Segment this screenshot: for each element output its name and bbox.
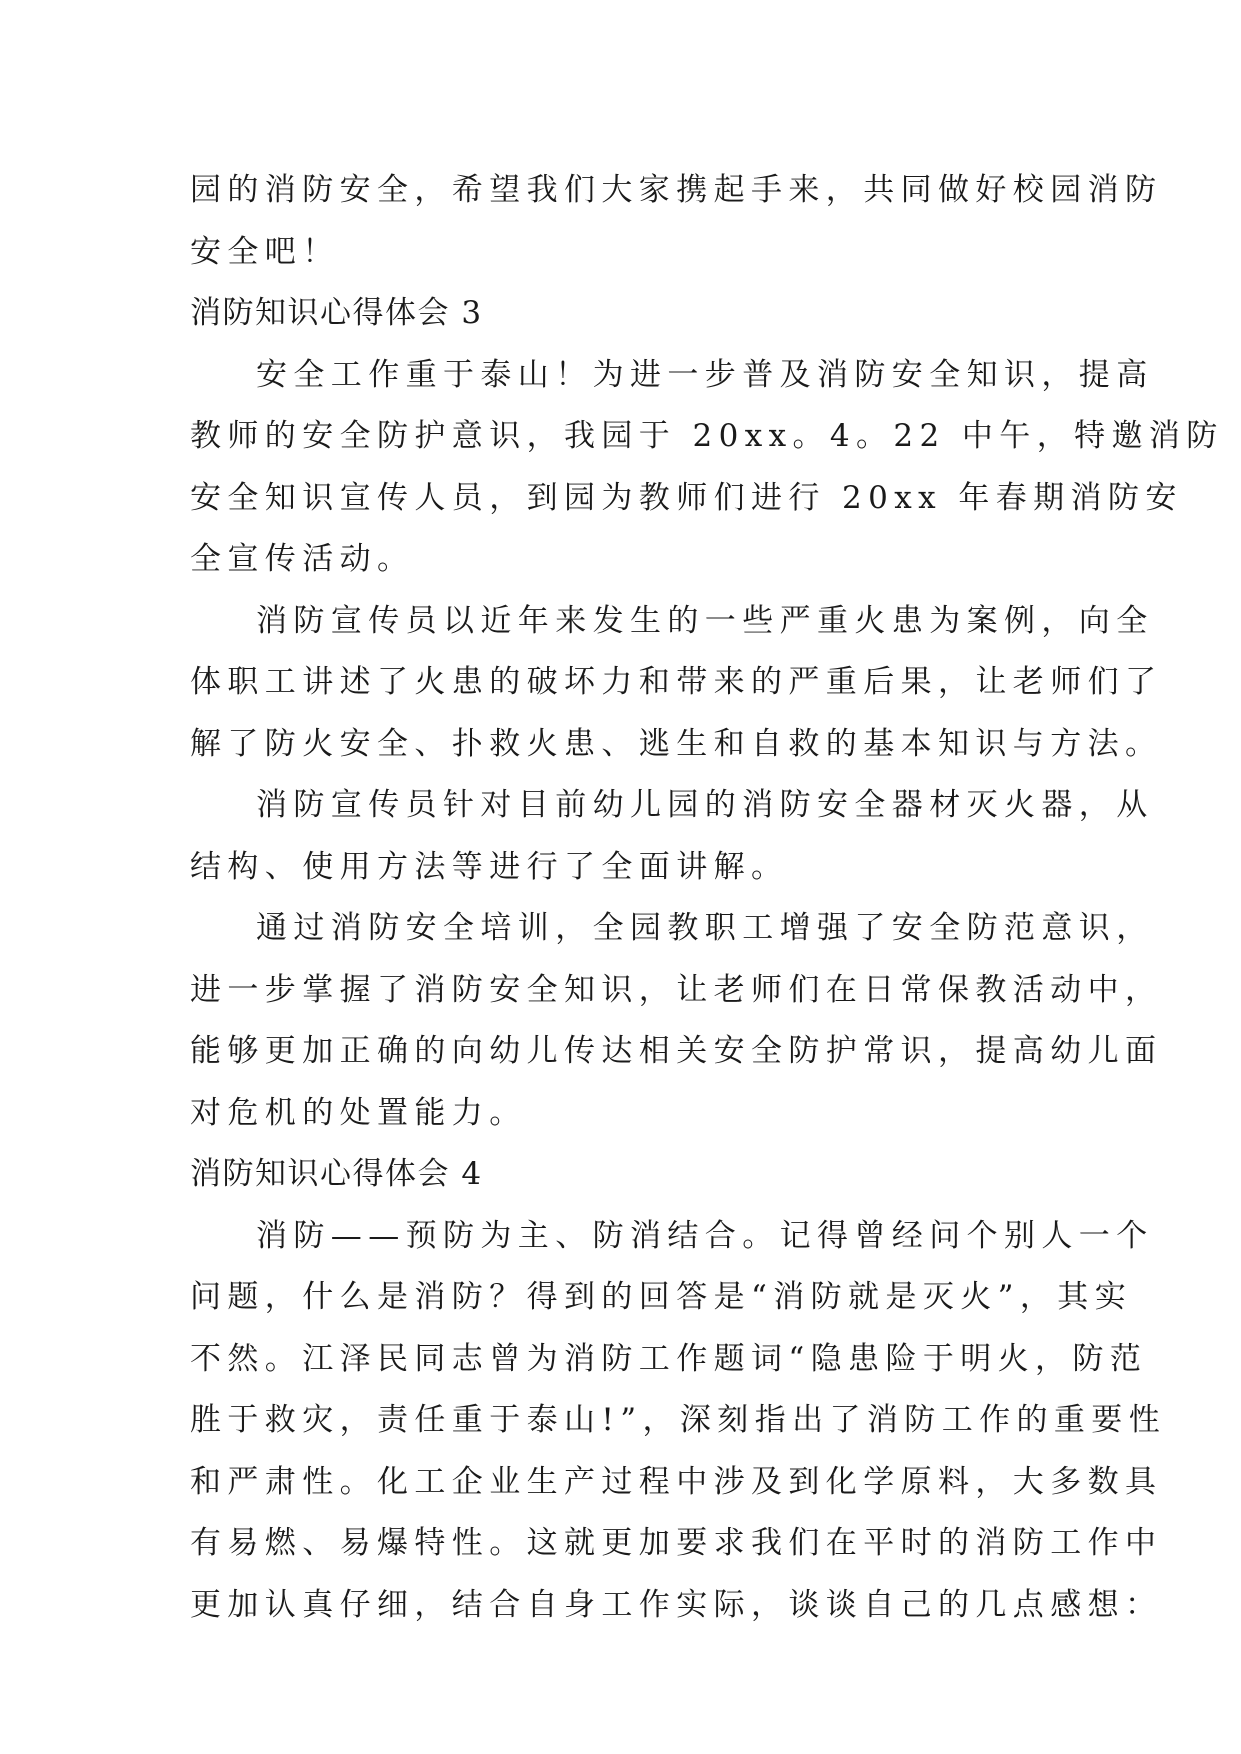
text-line: 进一步掌握了消防安全知识，让老师们在日常保教活动中， <box>190 971 1163 1008</box>
text-line: 更加认真仔细，结合自身工作实际，谈谈自己的几点感想： <box>190 1586 1163 1623</box>
text-line: 教师的安全防护意识，我园于 20xx。4。22 中午，特邀消防 <box>190 418 1224 454</box>
document-body <box>190 160 1224 1636</box>
text-line: 消防宣传员针对目前幼儿园的消防安全器材灭火器，从 <box>256 787 1154 823</box>
text-line: 安全工作重于泰山！为进一步普及消防安全知识，提高 <box>256 356 1154 393</box>
text-line: 能够更加正确的向幼儿传达相关安全防护常识，提高幼儿面 <box>190 1033 1163 1069</box>
text-line: 消防——预防为主、防消结合。记得曾经问个别人一个 <box>256 1217 1154 1254</box>
text-line: 结构、使用方法等进行了全面讲解。 <box>190 848 789 885</box>
text-line: 体职工讲述了火患的破坏力和带来的严重后果，让老师们了 <box>190 664 1163 700</box>
text-line: 全宣传活动。 <box>190 541 415 577</box>
section-heading: 消防知识心得体会 4 <box>190 1156 483 1192</box>
text-line: 有易燃、易爆特性。这就更加要求我们在平时的消防工作中 <box>190 1525 1163 1561</box>
text-line: 对危机的处置能力。 <box>190 1094 527 1131</box>
text-line: 解了防火安全、扑救火患、逃生和自救的基本知识与方法。 <box>190 725 1163 762</box>
text-line: 胜于救灾，责任重于泰山!”，深刻指出了消防工作的重要性 <box>190 1402 1167 1438</box>
section-heading: 消防知识心得体会 3 <box>190 295 483 331</box>
text-line: 安全知识宣传人员，到园为教师们进行 20xx 年春期消防安 <box>190 479 1183 516</box>
text-line: 消防宣传员以近年来发生的一些严重火患为案例，向全 <box>256 602 1154 639</box>
text-line: 不然。江泽民同志曾为消防工作题词“隐患险于明火，防范 <box>190 1340 1148 1377</box>
text-line: 问题，什么是消防？得到的回答是“消防就是灭火”，其实 <box>190 1279 1133 1315</box>
text-line: 园的消防安全，希望我们大家携起手来，共同做好校园消防 <box>190 172 1163 208</box>
text-line: 和严肃性。化工企业生产过程中涉及到化学原料，大多数具 <box>190 1463 1163 1500</box>
text-line: 安全吧！ <box>190 233 340 270</box>
text-line: 通过消防安全培训，全园教职工增强了安全防范意识， <box>256 910 1154 946</box>
